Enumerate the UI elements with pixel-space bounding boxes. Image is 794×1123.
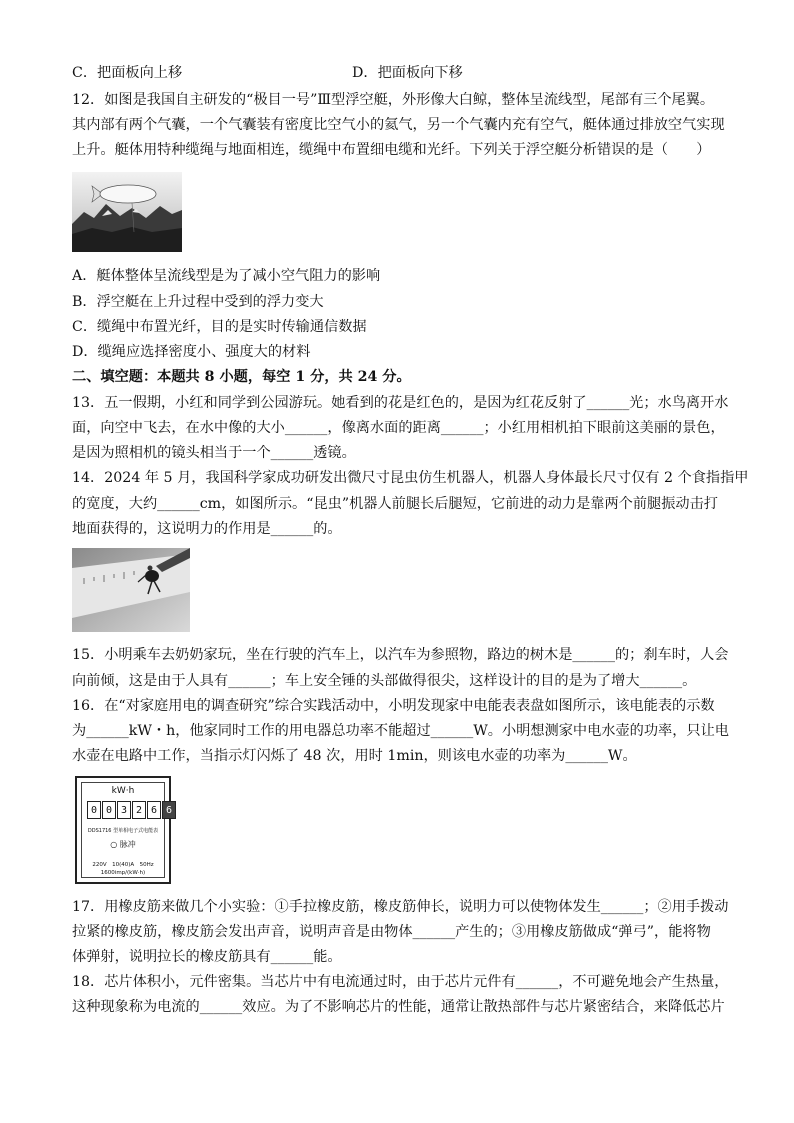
airship-photo	[72, 172, 182, 252]
q13-line1: 13．五一假期，小红和同学到公园游玩。她看到的花是红色的，是因为红花反射了______光；水鸟离开水	[72, 395, 729, 411]
q15-line1: 15．小明乘车去奶奶家玩，坐在行驶的汽车上，以汽车为参照物，路边的树木是______的；刹车时，人会	[72, 647, 729, 663]
q13-line2: 面，向空中飞去，在水中像的大小______，像离水面的距离______；小红用相机拍下眼前这美丽的景色，	[72, 420, 725, 436]
meter-digit: 3	[117, 801, 131, 819]
q12-option-c: C．缆绳中布置光纤，目的是实时传输通信数据	[72, 319, 367, 335]
q16-line2: 为______kW・h，他家同时工作的用电器总功率不能超过______W。小明想测家中电水壶的功率，只让电	[72, 723, 729, 739]
meter-spec	[84, 861, 162, 877]
q12-option-b: B．浮空艇在上升过程中受到的浮力变大	[72, 294, 324, 310]
meter-digit: 2	[132, 801, 146, 819]
q18-line2: 这种现象称为电流的______效应。为了不影响芯片的性能，通常让散热部件与芯片紧密结合，来降低芯片	[72, 999, 725, 1015]
meter-pulse-indicator	[82, 839, 164, 850]
q12-stem-line1: 12．如图是我国自主研发的“极目一号”Ⅲ型浮空艇，外形像大白鲸，整体呈流线型，尾部有三个尾翼。	[72, 92, 715, 108]
q15-line2: 向前倾，这是由于人具有______；车上安全锤的头部做得很尖，这样设计的目的是为了增大______。	[72, 673, 697, 689]
q14-line3: 地面获得的，这说明力的作用是______的。	[72, 521, 342, 537]
meter-digit: 0	[87, 801, 101, 819]
q11-option-d: D．把面板向下移	[352, 65, 463, 81]
meter-digits	[87, 801, 176, 819]
meter-unit: kW·h	[111, 786, 135, 796]
q17-line2: 拉紧的橡皮筋，橡皮筋会发出声音，说明声音是由物体______产生的；③用橡皮筋做成“弹弓”，能将物	[72, 924, 711, 940]
q12-option-a: A．艇体整体呈流线型是为了减小空气阻力的影响	[72, 268, 381, 284]
q12-option-d: D．缆绳应选择密度小、强度大的材料	[72, 344, 311, 360]
meter-pulse-label: 脉冲	[119, 840, 136, 849]
meter-panel	[81, 782, 173, 878]
section-heading-fill-in: 二、填空题：本题共 8 小题，每空 1 分，共 24 分。	[72, 369, 411, 385]
meter-digit: 0	[102, 801, 116, 819]
q16-line1: 16．在“对家庭用电的调查研究”综合实践活动中，小明发现家中电能表表盘如图所示，该电能表的示数	[72, 698, 715, 714]
q14-line1: 14．2024 年 5 月，我国科学家成功研发出微尺寸昆虫仿生机器人，机器人身体最长尺寸仅有 2 个食指指甲	[72, 470, 749, 486]
q14-line2: 的宽度，大约______cm，如图所示。“昆虫”机器人前腿长后腿短，它前进的动力是靠两个前腿振动击打	[72, 496, 718, 512]
indicator-light-icon: ○	[110, 840, 118, 849]
meter-spec-constant: 1600imp/(kW·h)	[100, 870, 146, 876]
q11-option-c: C．把面板向上移	[72, 65, 183, 81]
q13-line3: 是因为照相机的镜头相当于一个______透镜。	[72, 445, 356, 461]
meter-model: DDS1716 型单相电子式电能表	[87, 828, 159, 834]
meter-spec-rating: 220V 10(40)A 50Hz	[92, 862, 154, 868]
energy-meter-figure	[75, 776, 171, 884]
q12-stem-line3: 上升。艇体用特种缆绳与地面相连，缆绳中布置细电缆和光纤。下列关于浮空艇分析错误的是（ ）	[72, 142, 711, 158]
q17-line3: 体弹射，说明拉长的橡皮筋具有______能。	[72, 949, 342, 965]
q17-line1: 17．用橡皮筋来做几个小实验：①手拉橡皮筋，橡皮筋伸长，说明力可以使物体发生______；②用手拨动	[72, 899, 729, 915]
q16-line3: 水壶在电路中工作，当指示灯闪烁了 48 次，用时 1min，则该电水壶的功率为______W。	[72, 748, 637, 764]
meter-digit: 6	[147, 801, 161, 819]
q12-stem-line2: 其内部有两个气囊，一个气囊装有密度比空气小的氦气，另一个气囊内充有空气，艇体通过排放空气实现	[72, 117, 725, 133]
meter-digit-decimal: 6	[162, 801, 176, 819]
robot-photo	[72, 548, 190, 632]
q18-line1: 18．芯片体积小，元件密集。当芯片中有电流通过时，由于芯片元件有______，不可避免地会产生热量，	[72, 974, 729, 990]
